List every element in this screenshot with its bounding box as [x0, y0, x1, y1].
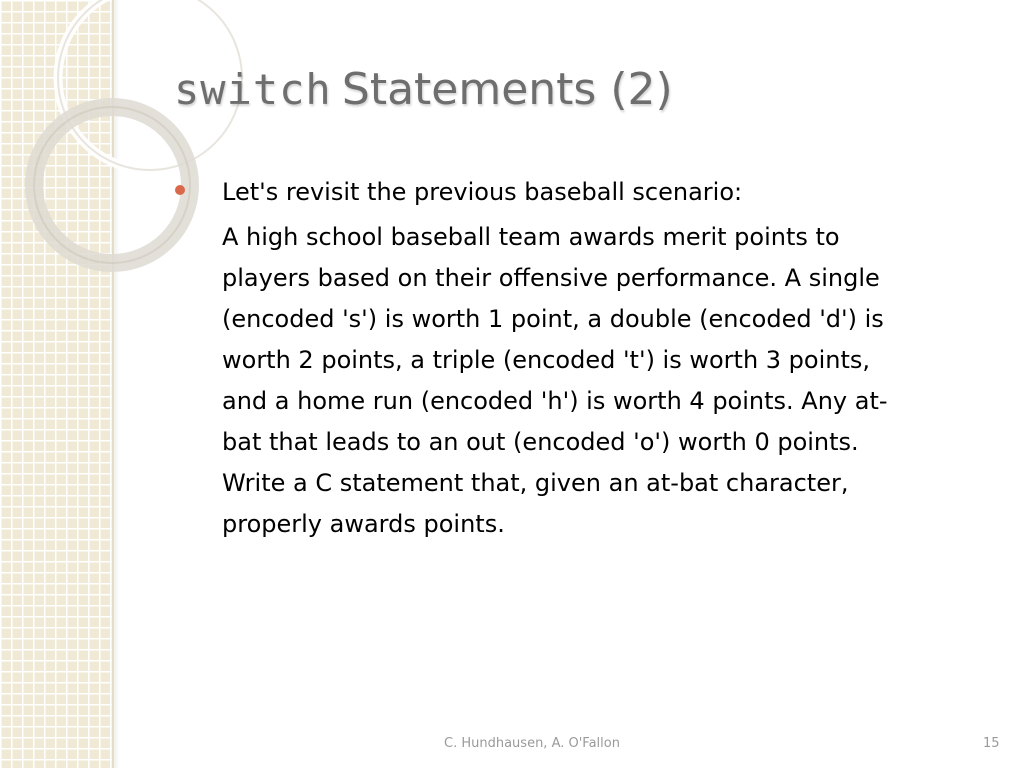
bullet-item: [222, 172, 1002, 213]
paragraph-line: and a home run (encoded 'h') is worth 4 points. Any at-: [222, 387, 888, 415]
title-text: Statements (2): [341, 64, 673, 115]
decor-ring-small-outline: [34, 107, 190, 263]
bullet-text: Let's revisit the previous baseball scenario:: [222, 178, 743, 206]
paragraph-line: properly awards points.: [222, 510, 505, 538]
page-number: 15: [983, 736, 1000, 751]
paragraph-line: Write a C statement that, given an at-bat character,: [222, 469, 849, 497]
paragraph-line: bat that leads to an out (encoded 'o') worth 0 points.: [222, 428, 859, 456]
paragraph-line: (encoded 's') is worth 1 point, a double (encoded 'd') is: [222, 305, 884, 333]
slide-content: [222, 172, 1002, 545]
paragraph-line: A high school baseball team awards merit points to: [222, 223, 840, 251]
paragraph-line: players based on their offensive performance. A single: [222, 264, 880, 292]
footer-credit: C. Hundhausen, A. O'Fallon: [444, 736, 620, 751]
paragraph-line: worth 2 points, a triple (encoded 't') is worth 3 points,: [222, 346, 871, 374]
scenario-paragraph: [222, 217, 1002, 545]
bullet-dot-icon: [175, 185, 185, 195]
slide-title: [174, 64, 673, 115]
decorative-rings: [0, 0, 260, 300]
title-code-keyword: switch: [174, 65, 332, 114]
